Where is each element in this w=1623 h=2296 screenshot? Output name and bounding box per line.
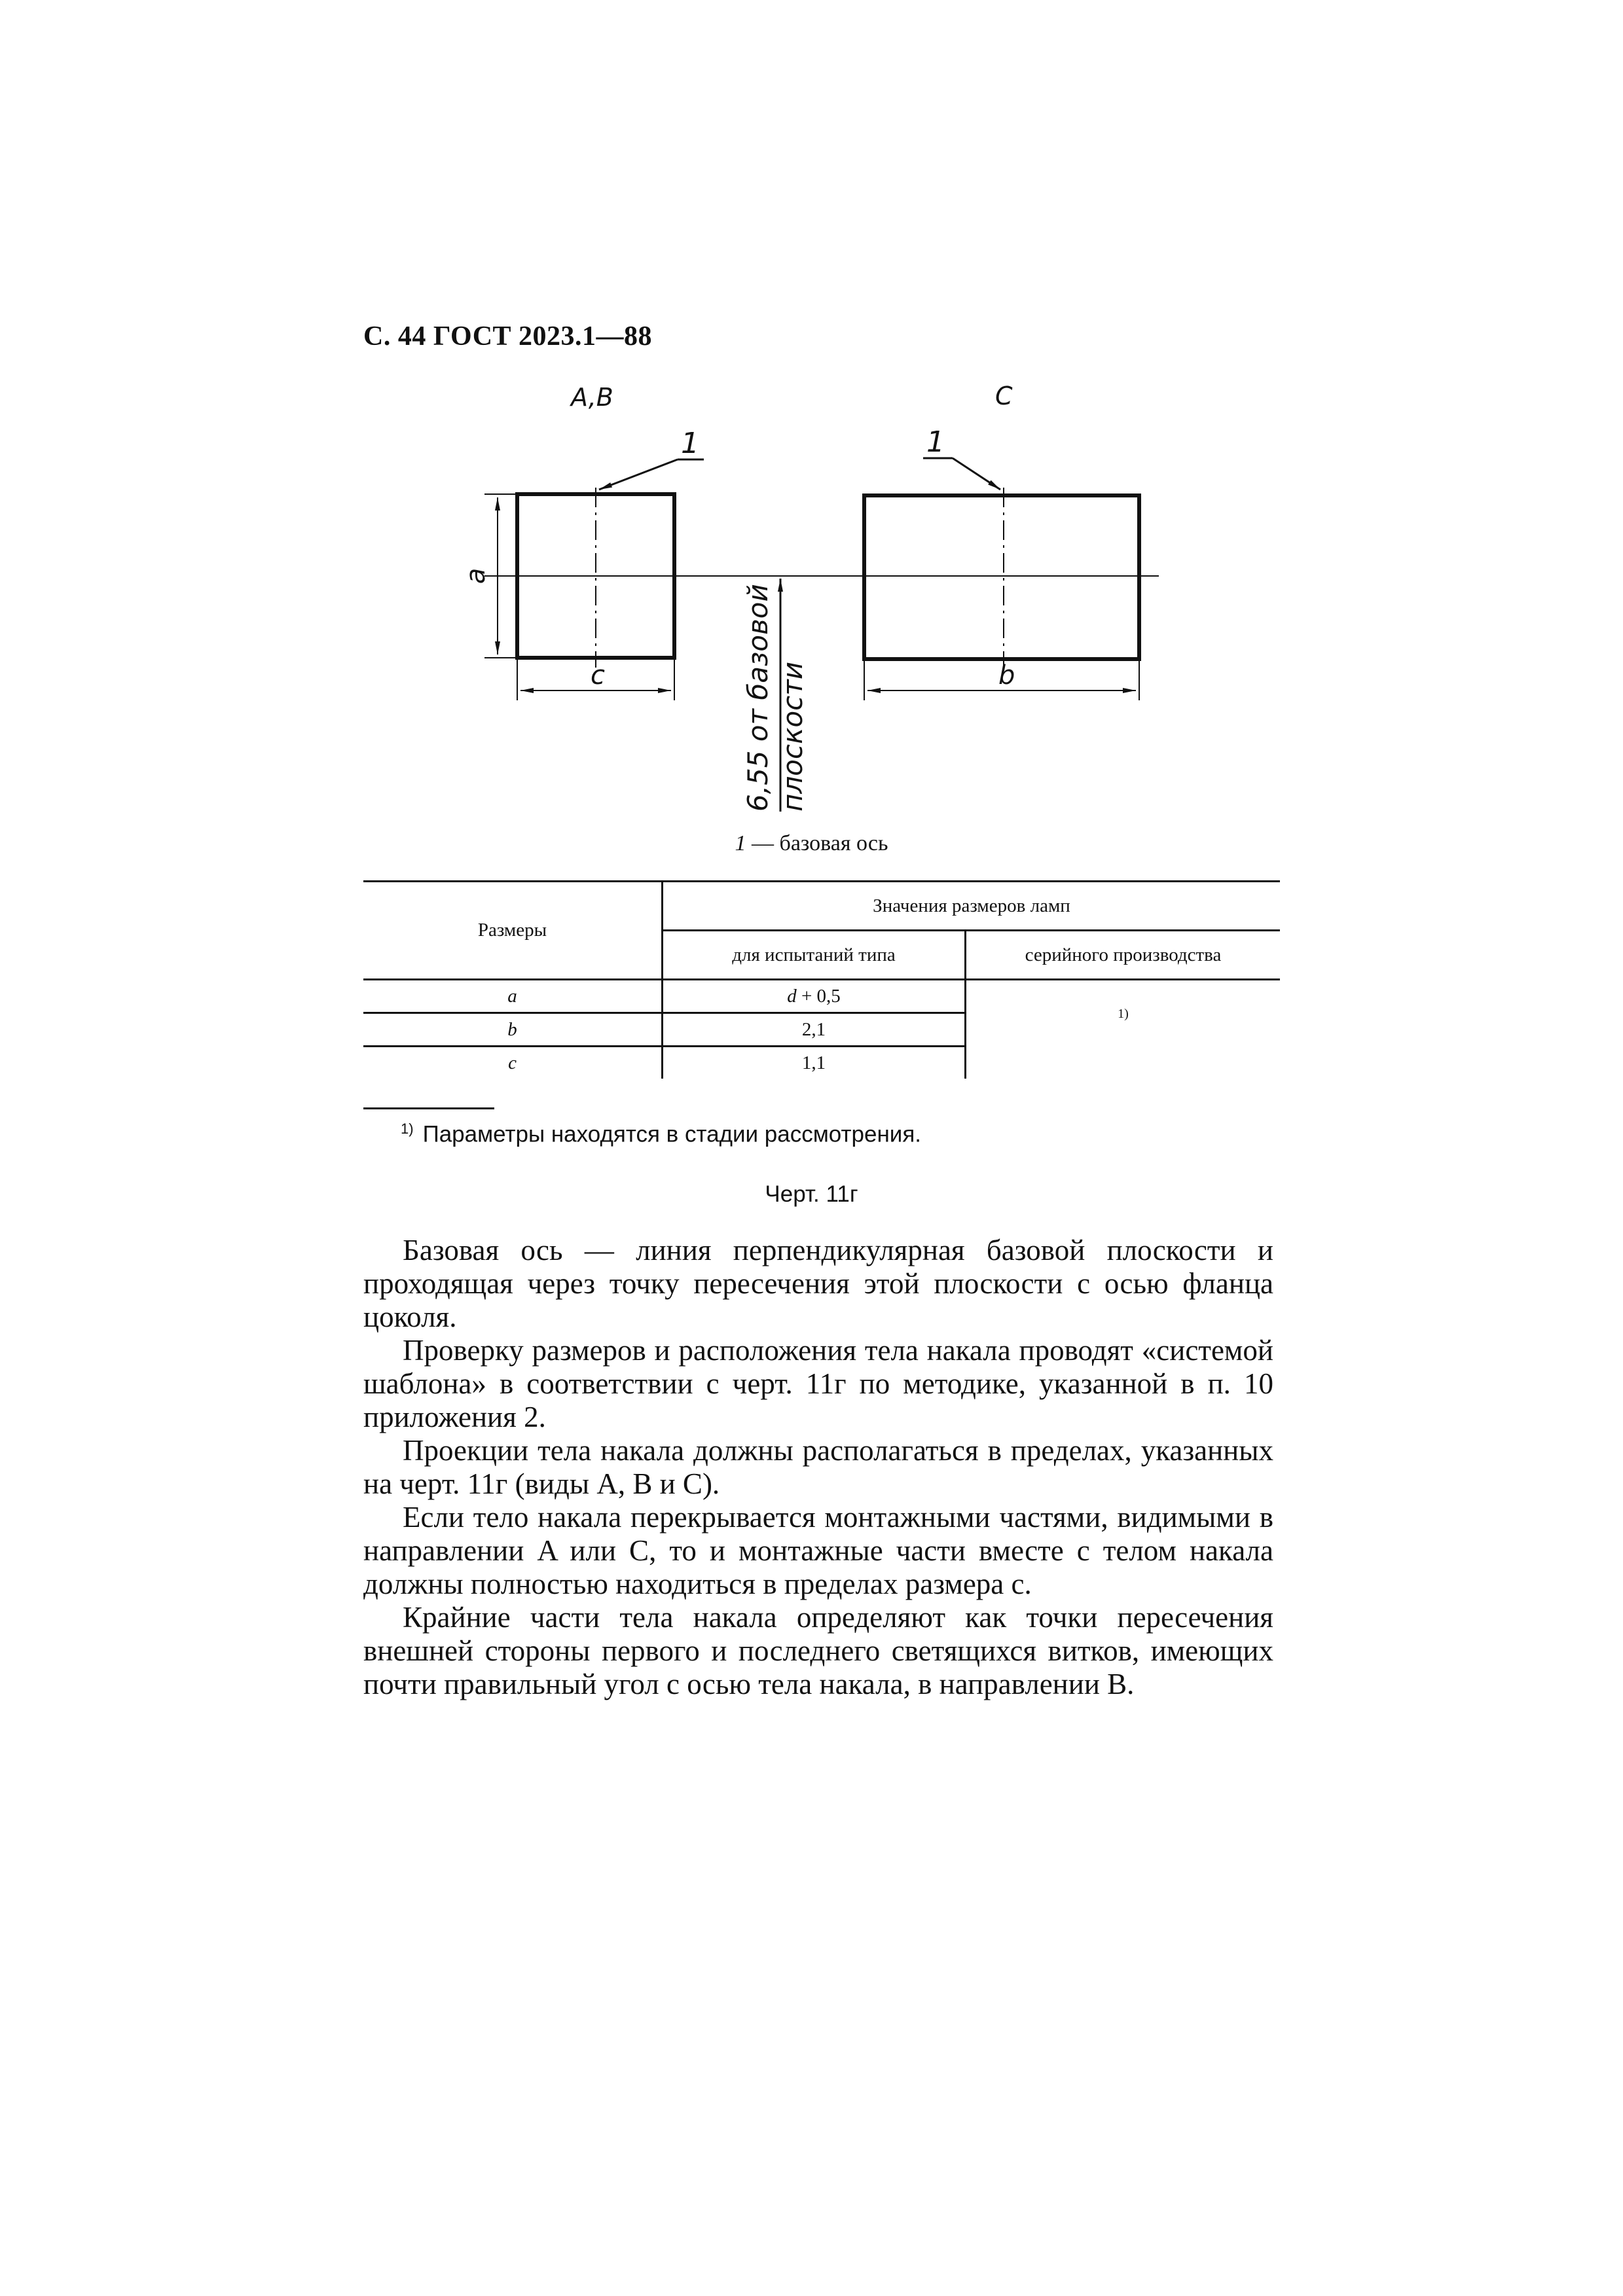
view-label-left: A,B bbox=[571, 383, 613, 412]
footnote bbox=[401, 1121, 921, 1148]
dim-b-label: b bbox=[998, 660, 1015, 691]
technical-drawing bbox=[0, 0, 1623, 851]
row-type-value: 1,1 bbox=[663, 1047, 966, 1079]
page-header: С. 44 ГОСТ 2023.1—88 bbox=[363, 321, 653, 351]
row-type-value: d + 0,5 bbox=[663, 980, 966, 1013]
callout-left-number: 1 bbox=[681, 427, 699, 460]
drawing-legend bbox=[0, 831, 1623, 856]
legend-number: 1 bbox=[735, 831, 746, 855]
callout-right-leader bbox=[953, 458, 1000, 490]
subheader-type-tests: для испытаний типа bbox=[663, 931, 966, 980]
dim-a-label: a bbox=[461, 567, 491, 584]
offset-label-line1: 6,55 от базовой bbox=[742, 584, 774, 812]
table-row bbox=[363, 980, 1280, 1013]
subheader-serial: серийного производства bbox=[966, 931, 1281, 980]
paragraph: Если тело накала перекрывается монтажными частями, видимыми в направлении A или C, то и монтажные части вместе с телом накала должны полностью находиться в пределах размера c. bbox=[363, 1501, 1273, 1600]
callout-right-number: 1 bbox=[926, 425, 945, 459]
paragraph: Проекции тела накала должны располагаться в пределах, указанных на черт. 11г (виды A, B и C). bbox=[363, 1434, 1273, 1500]
row-name: c bbox=[508, 1052, 517, 1073]
offset-label-line2: плоскости bbox=[776, 661, 809, 812]
footnote-text: Параметры находятся в стадии рассмотрения. bbox=[422, 1121, 922, 1147]
callout-left-leader bbox=[599, 459, 678, 490]
row-type-value: 2,1 bbox=[663, 1013, 966, 1047]
dimensions-table bbox=[363, 880, 1280, 1079]
legend-text: — базовая ось bbox=[746, 831, 888, 855]
paragraph: Крайние части тела накала определяют как точки пересечения внешней стороны первого и последнего светящихся витков, имеющих почти правильный угол с осью тела накала, в направлении B. bbox=[363, 1601, 1273, 1700]
view-label-right: C bbox=[995, 382, 1013, 410]
right-view-rect bbox=[864, 495, 1139, 659]
serial-note-cell bbox=[966, 980, 1281, 1079]
footnote-mark: 1) bbox=[401, 1121, 414, 1137]
row-name: a bbox=[363, 980, 663, 1013]
paragraph: Базовая ось — линия перпендикулярная базовой плоскости и проходящая через точку пересечения этой плоскости с осью фланца цоколя. bbox=[363, 1234, 1273, 1333]
body-text bbox=[363, 1234, 1273, 1701]
col-header-values: Значения размеров ламп bbox=[663, 882, 1281, 931]
serial-note-mark: 1) bbox=[1118, 1007, 1129, 1021]
footnote-rule bbox=[363, 1107, 494, 1109]
row-name: b bbox=[363, 1013, 663, 1047]
dim-c-label: c bbox=[591, 660, 605, 691]
paragraph: Проверку размеров и расположения тела накала проводят «системой шаблона» в соответствии с черт. 11г по методике, указанной в п. 10 приложения 2. bbox=[363, 1334, 1273, 1433]
figure-caption: Черт. 11г bbox=[765, 1181, 858, 1207]
col-header-sizes: Размеры bbox=[363, 882, 663, 980]
